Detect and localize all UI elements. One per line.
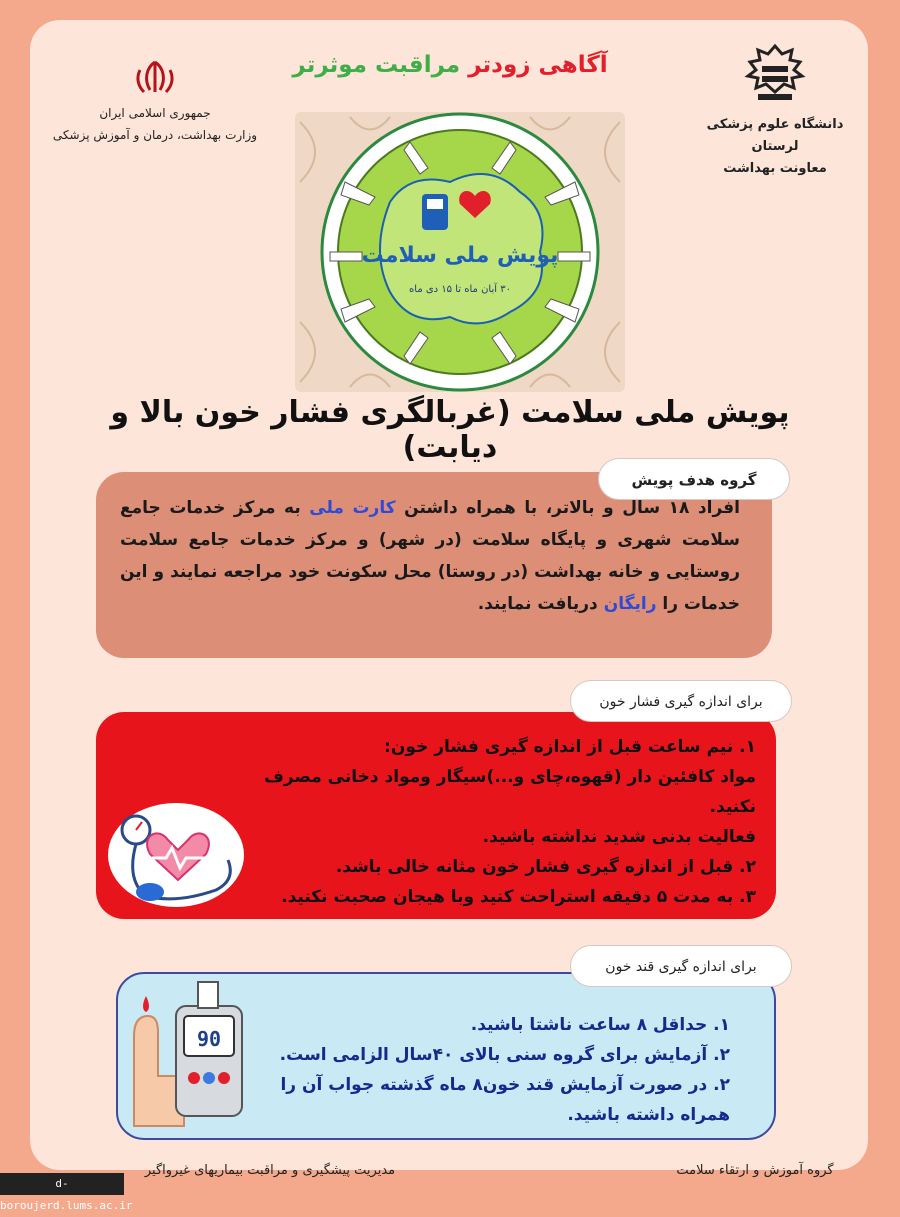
target-text-a: افراد ۱۸ سال و بالاتر، با همراه داشتن	[395, 498, 740, 518]
bs-line: ۲. در صورت آزمایش قند خون۸ ماه گذشته جواب آن را	[280, 1075, 730, 1095]
bp-line: فعالیت بدنی شدید نداشته باشید.	[482, 827, 756, 847]
campaign-emblem	[290, 112, 630, 392]
blood-pressure-label: برای اندازه گیری فشار خون	[570, 680, 792, 722]
glucometer-icon	[124, 976, 254, 1136]
bs-line: همراه داشته باشید.	[567, 1105, 730, 1125]
republic-name: جمهوری اسلامی ایران	[99, 106, 211, 120]
bp-line: مواد کافئین دار (قهوه،چای و...)سیگار ومواد دخانی مصرف نکنید.	[264, 767, 756, 817]
blood-sugar-label: برای اندازه گیری قند خون	[570, 945, 792, 987]
university-logo-icon	[740, 40, 810, 110]
emblem-campaign-name: پویش ملی سلامت	[361, 243, 559, 268]
page-title: پویش ملی سلامت (غربالگری فشار خون بالا و دیابت)	[110, 395, 790, 465]
target-group-text	[120, 492, 740, 620]
free-highlight: رایگان	[603, 594, 657, 614]
national-card-highlight: کارت ملی	[309, 498, 396, 518]
bp-line: ۳. به مدت ۵ دقیقه استراحت کنید وبا هیجان صحبت نکنید.	[281, 887, 756, 907]
meter-reading: 90	[196, 1027, 222, 1051]
bs-line: ۱. حداقل ۸ ساعت ناشتا باشید.	[470, 1015, 730, 1035]
health-deputy: معاونت بهداشت	[723, 161, 827, 176]
campaign-emblem-art	[290, 112, 630, 392]
slogan-part-1: آگاهی زودتر	[468, 52, 608, 78]
site-watermark: d-boroujerd.lums.ac.ir	[0, 1173, 124, 1195]
footer-right-text: گروه آموزش و ارتقاء سلامت	[676, 1163, 834, 1178]
bp-line: ۱. نیم ساعت قبل از اندازه گیری فشار خون:	[384, 737, 756, 757]
emblem-date-range: ۳۰ آبان ماه تا ۱۵ دی ماه	[409, 284, 511, 295]
slogan	[290, 52, 610, 78]
footer-left-text: مدیریت پیشگیری و مراقبت بیماریهای غیرواگیر	[144, 1163, 396, 1178]
blood-pressure-instructions	[240, 732, 756, 912]
slogan-part-2: مراقبت موثرتر	[292, 52, 461, 78]
university-name: دانشگاه علوم پزشکی لرستان	[706, 117, 844, 154]
target-group-label: گروه هدف پویش	[598, 458, 790, 500]
target-text-b: به مرکز خدمات جامع سلامت شهری و پایگاه سلامت (در شهر) و مرکز خدمات جامع سلامت روستایی و خانه بهداشت (در روستا) محل سکونت خود مراجعه نمایند و این خدمات را	[120, 498, 740, 614]
blood-pressure-monitor-icon	[106, 800, 246, 910]
target-text-c: دریافت نمایند.	[477, 594, 604, 614]
university-logo-block	[700, 40, 850, 180]
ministry-block	[40, 60, 270, 146]
iran-emblem-icon	[132, 60, 178, 96]
blood-sugar-instructions	[250, 1010, 730, 1130]
bs-line: ۲. آزمایش برای گروه سنی بالای ۴۰سال الزامی است.	[279, 1045, 730, 1065]
bp-line: ۲. قبل از اندازه گیری فشار خون مثانه خالی باشد.	[335, 857, 756, 877]
ministry-name: وزارت بهداشت، درمان و آموزش پزشکی	[52, 128, 258, 142]
